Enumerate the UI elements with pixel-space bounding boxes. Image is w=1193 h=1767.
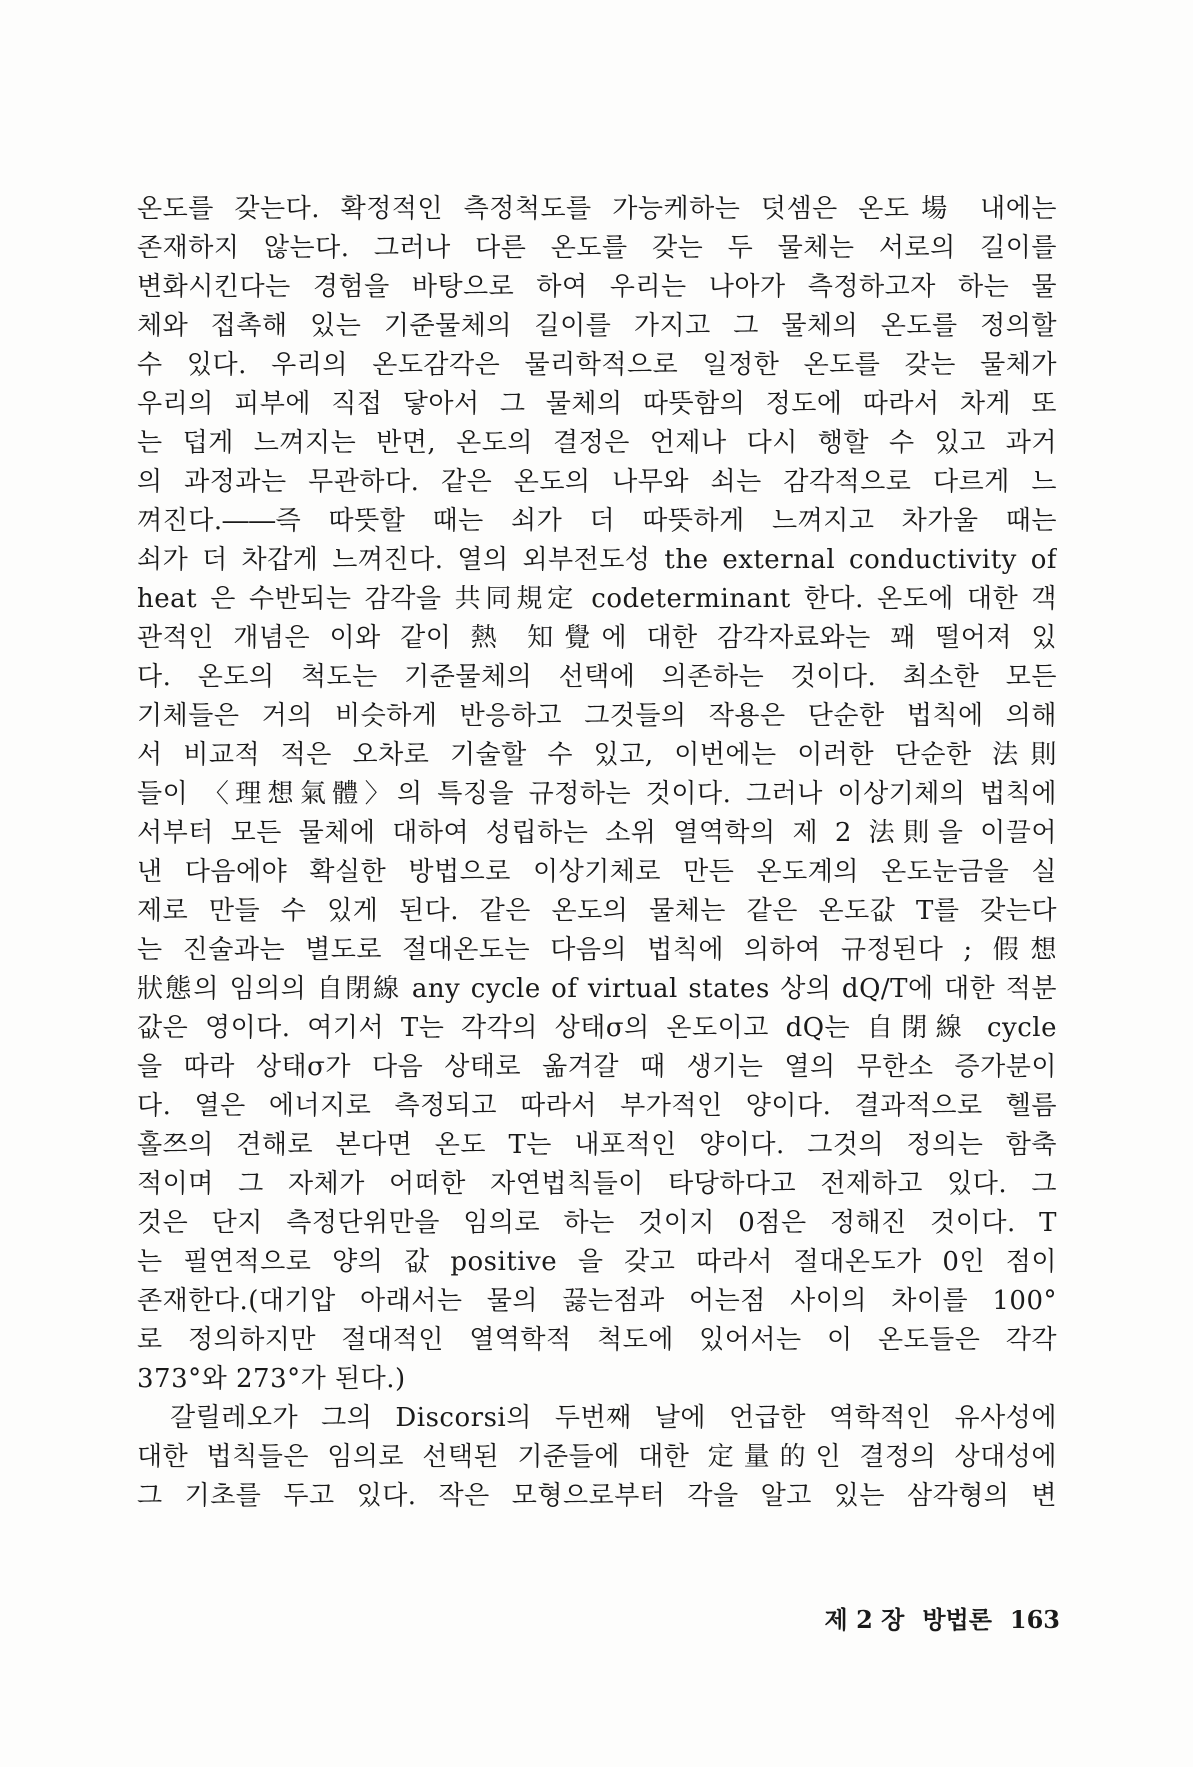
- page-number: 163: [1009, 1605, 1060, 1634]
- text-line: 그 기초를 두고 있다. 작은 모형으로부터 각을 알고 있는 삼각형의 변: [137, 1481, 1057, 1511]
- text-line: 낸 다음에야 확실한 방법으로 이상기체로 만든 온도계의 온도눈금을 실: [137, 857, 1057, 887]
- text-line: 우리의 피부에 직접 닿아서 그 물체의 따뜻함의 정도에 따라서 차게 또: [137, 389, 1057, 419]
- text-line: 다. 열은 에너지로 측정되고 따라서 부가적인 양이다. 결과적으로 헬름: [137, 1091, 1057, 1121]
- text-line: 다. 온도의 척도는 기준물체의 선택에 의존하는 것이다. 최소한 모든: [137, 662, 1057, 692]
- text-line: 373°와 273°가 된다.): [137, 1364, 406, 1394]
- text-line: 기체들은 거의 비슷하게 반응하고 그것들의 작용은 단순한 법칙에 의해: [137, 701, 1057, 731]
- text-line: 값은 영이다. 여기서 T는 각각의 상태σ의 온도이고 dQ는 自閉線 cycle: [137, 1013, 1057, 1043]
- text-line: 로 정의하지만 절대적인 열역학적 척도에 있어서는 이 온도들은 각각: [137, 1325, 1057, 1355]
- body-text: [137, 190, 1057, 1516]
- text-line: 수 있다. 우리의 온도감각은 물리학적으로 일정한 온도를 갖는 물체가: [137, 350, 1057, 380]
- chapter-label: 제 2 장: [824, 1605, 905, 1634]
- text-line: 관적인 개념은 이와 같이 熱 知覺에 대한 감각자료와는 꽤 떨어져 있: [137, 623, 1057, 653]
- text-line: 는 진술과는 별도로 절대온도는 다음의 법칙에 의하여 규정된다 ; 假想: [137, 935, 1057, 965]
- text-line: 갈릴레오가 그의 Discorsi의 두번째 날에 언급한 역학적인 유사성에: [170, 1403, 1057, 1433]
- text-line: 체와 접촉해 있는 기준물체의 길이를 가지고 그 물체의 온도를 정의할: [137, 311, 1057, 341]
- text-line: 들이 〈理想氣體〉의 특징을 규정하는 것이다. 그러나 이상기체의 법칙에: [137, 779, 1057, 809]
- text-line: 온도를 갖는다. 확정적인 측정척도를 가능케하는 덧셈은 온도場 내에는: [137, 194, 1057, 224]
- text-line: 제로 만들 수 있게 된다. 같은 온도의 물체는 같은 온도값 T를 갖는다: [137, 896, 1057, 926]
- text-line: 는 필연적으로 양의 값 positive 을 갖고 따라서 절대온도가 0인 점이: [137, 1247, 1057, 1277]
- running-footer: [770, 1600, 1060, 1640]
- text-line: 변화시킨다는 경험을 바탕으로 하여 우리는 나아가 측정하고자 하는 물: [137, 272, 1057, 302]
- text-line: 적이며 그 자체가 어떠한 자연법칙들이 타당하다고 전제하고 있다. 그: [137, 1169, 1057, 1199]
- text-line: 것은 단지 측정단위만을 임의로 하는 것이지 0점은 정해진 것이다. T: [137, 1208, 1057, 1238]
- text-line: 서부터 모든 물체에 대하여 성립하는 소위 열역학의 제 2 法則을 이끌어: [137, 818, 1057, 848]
- text-line: 쇠가 더 차갑게 느껴진다. 열의 외부전도성 the external conductivity of: [137, 545, 1057, 575]
- text-line: 는 덥게 느껴지는 반면, 온도의 결정은 언제나 다시 행할 수 있고 과거: [137, 428, 1057, 458]
- text-line: 존재하지 않는다. 그러나 다른 온도를 갖는 두 물체는 서로의 길이를: [137, 233, 1057, 263]
- text-line: 서 비교적 적은 오차로 기술할 수 있고, 이번에는 이러한 단순한 法則: [137, 740, 1057, 770]
- text-line: 의 과정과는 무관하다. 같은 온도의 나무와 쇠는 감각적으로 다르게 느: [137, 467, 1057, 497]
- text-line: 껴진다.――즉 따뜻할 때는 쇠가 더 따뜻하게 느껴지고 차가울 때는: [137, 506, 1057, 536]
- text-line: 狀態의 임의의 自閉線 any cycle of virtual states 상의 dQ/T에 대한 적분: [137, 974, 1057, 1004]
- text-line: 대한 법칙들은 임의로 선택된 기준들에 대한 定量的인 결정의 상대성에: [137, 1442, 1057, 1472]
- text-line: 존재한다.(대기압 아래서는 물의 끓는점과 어는점 사이의 차이를 100°: [137, 1286, 1057, 1316]
- text-line: 홀쯔의 견해로 본다면 온도 T는 내포적인 양이다. 그것의 정의는 함축: [137, 1130, 1057, 1160]
- text-line: 을 따라 상태σ가 다음 상태로 옮겨갈 때 생기는 열의 무한소 증가분이: [137, 1052, 1057, 1082]
- text-line: heat 은 수반되는 감각을 共同規定 codeterminant 한다. 온도에 대한 객: [137, 584, 1057, 614]
- section-title: 방법론: [922, 1605, 992, 1634]
